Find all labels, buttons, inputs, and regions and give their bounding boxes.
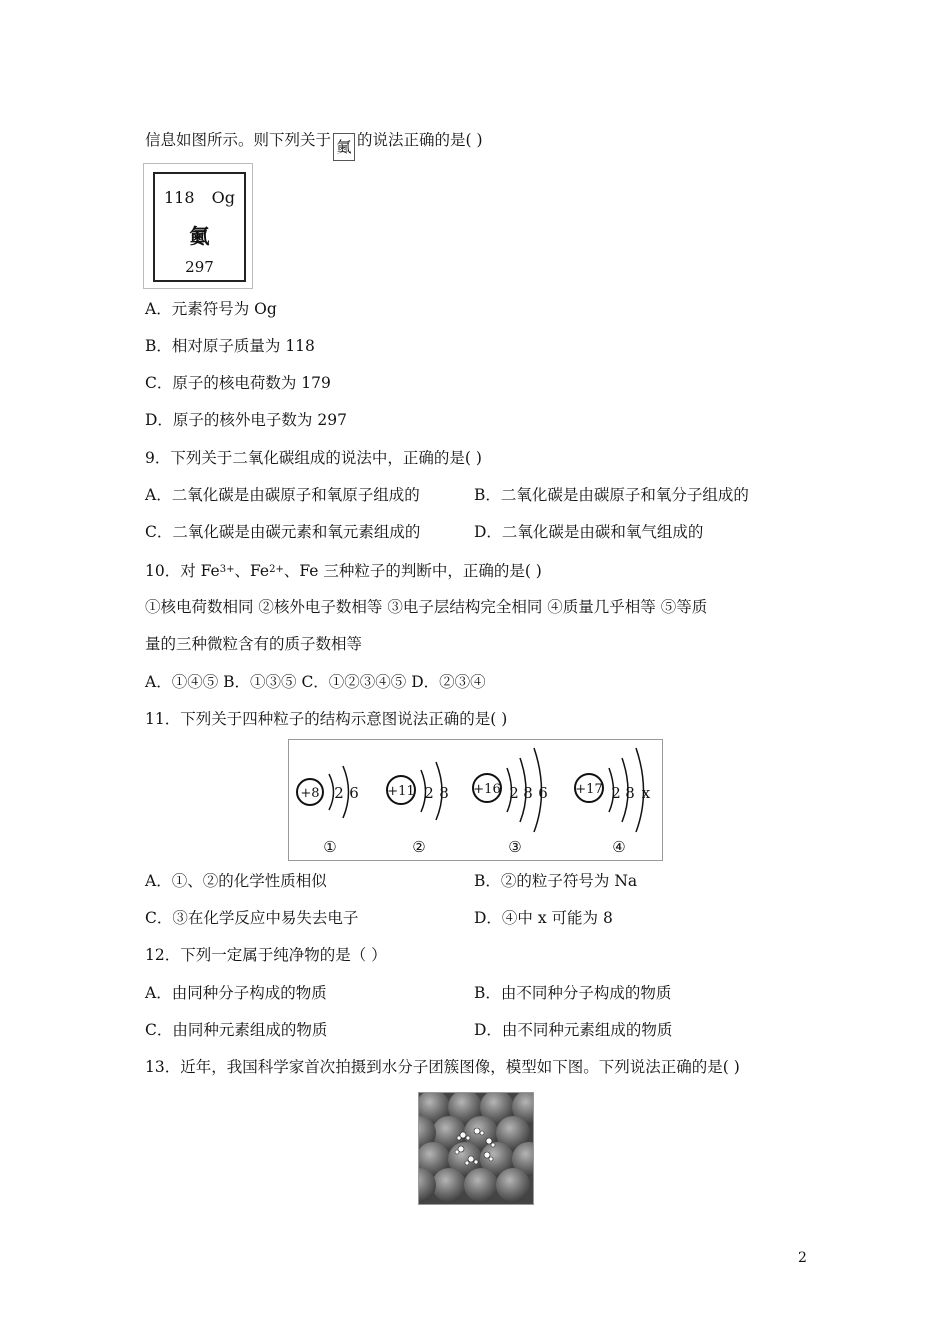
page-number: 2	[798, 1250, 807, 1266]
shell-3-1: 2	[509, 784, 519, 802]
nucleus-charge-2: +11	[387, 784, 415, 799]
atomic-mass: 297	[185, 258, 214, 276]
diagram-label-2: ②	[412, 838, 426, 856]
shell-2-2: 8	[439, 784, 449, 802]
q11-stem: 11．下列关于四种粒子的结构示意图说法正确的是( )	[145, 710, 508, 728]
q12-option-b: B．由不同种分子构成的物质	[474, 984, 672, 1002]
diagram-2	[387, 762, 449, 856]
shell-2-1: 2	[424, 784, 434, 802]
q10-options: A．①④⑤ B．①③⑤ C．①②③④⑤ D．②③④	[145, 673, 486, 691]
q11-option-c: C．③在化学反应中易失去电子	[145, 909, 359, 927]
element-name: 鿫	[189, 224, 210, 248]
atomic-structure-figure	[288, 739, 663, 861]
q9-option-a: A．二氧化碳是由碳原子和氧原子组成的	[145, 486, 420, 504]
diagram-3	[473, 748, 548, 856]
q8-option-c: C．原子的核电荷数为 179	[145, 374, 331, 392]
q10-stem	[145, 560, 542, 581]
q10-stem-mid2: 、Fe 三种粒子的判断中，正确的是( )	[283, 562, 542, 580]
q11-option-b: B．②的粒子符号为 Na	[474, 872, 638, 890]
nucleus-charge-1: +8	[300, 786, 320, 801]
q13-stem: 13．近年，我国科学家首次拍摄到水分子团簇图像，模型如下图。下列说法正确的是( )	[145, 1058, 740, 1076]
element-card-figure	[143, 163, 253, 289]
water-cluster-model	[419, 1093, 533, 1204]
atomic-structure-diagrams	[289, 740, 662, 860]
q11-option-d: D．④中 x 可能为 8	[474, 909, 613, 927]
element-symbol: Og	[211, 188, 235, 207]
shell-4-1: 2	[611, 784, 621, 802]
diagram-label-1: ①	[323, 838, 337, 856]
water-cluster-image	[418, 1092, 534, 1205]
q10-stem-mid1: 、Fe	[234, 562, 270, 580]
q8-option-b: B．相对原子质量为 118	[145, 337, 315, 355]
substrate-atoms	[419, 1093, 533, 1202]
q9-stem: 9．下列关于二氧化碳组成的说法中，正确的是( )	[145, 449, 482, 467]
q8-option-d: D．原子的核外电子数为 297	[145, 411, 347, 429]
og-inline-symbol: 鿫	[333, 133, 355, 161]
q10-stem-pre: 10．对 Fe	[145, 562, 220, 580]
q9-option-b: B．二氧化碳是由碳原子和氧分子组成的	[474, 486, 749, 504]
diagram-label-3: ③	[508, 838, 522, 856]
q9-option-c: C．二氧化碳是由碳元素和氧元素组成的	[145, 523, 421, 541]
q12-option-c: C．由同种元素组成的物质	[145, 1021, 328, 1039]
shell-4-2: 8	[625, 784, 635, 802]
q8-stem-before: 信息如图所示。则下列关于	[145, 131, 332, 149]
q10-statements-line1: ①核电荷数相同 ②核外电子数相等 ③电子层结构完全相同 ④质量几乎相等 ⑤等质	[145, 598, 708, 616]
q8-option-a: A．元素符号为 Og	[145, 300, 277, 318]
shell-1-2: 6	[349, 784, 359, 802]
nucleus-charge-3: +16	[473, 782, 501, 797]
q10-statements-line2: 量的三种微粒含有的质子数相等	[145, 635, 363, 653]
diagram-1	[297, 766, 359, 856]
atomic-number: 118	[164, 188, 195, 207]
diagram-4	[575, 748, 651, 856]
diagram-label-4: ④	[612, 838, 626, 856]
q8-stem	[145, 130, 483, 161]
q8-stem-after: 的说法正确的是( )	[357, 131, 483, 149]
q11-option-a: A．①、②的化学性质相似	[145, 872, 327, 890]
shell-3-2: 8	[523, 784, 533, 802]
q9-option-d: D．二氧化碳是由碳和氧气组成的	[474, 523, 704, 541]
shell-3-3: 6	[538, 784, 548, 802]
shell-4-3: x	[641, 784, 651, 802]
shell-1-1: 2	[334, 784, 344, 802]
q12-stem: 12．下列一定属于纯净物的是（ ）	[145, 946, 387, 964]
nucleus-charge-4: +17	[575, 782, 603, 797]
q12-option-a: A．由同种分子构成的物质	[145, 984, 327, 1002]
q12-option-d: D．由不同种元素组成的物质	[474, 1021, 673, 1039]
ion-charge-fe3: 3+	[219, 564, 235, 575]
element-card	[153, 172, 246, 282]
ion-charge-fe2: 2+	[269, 564, 284, 575]
